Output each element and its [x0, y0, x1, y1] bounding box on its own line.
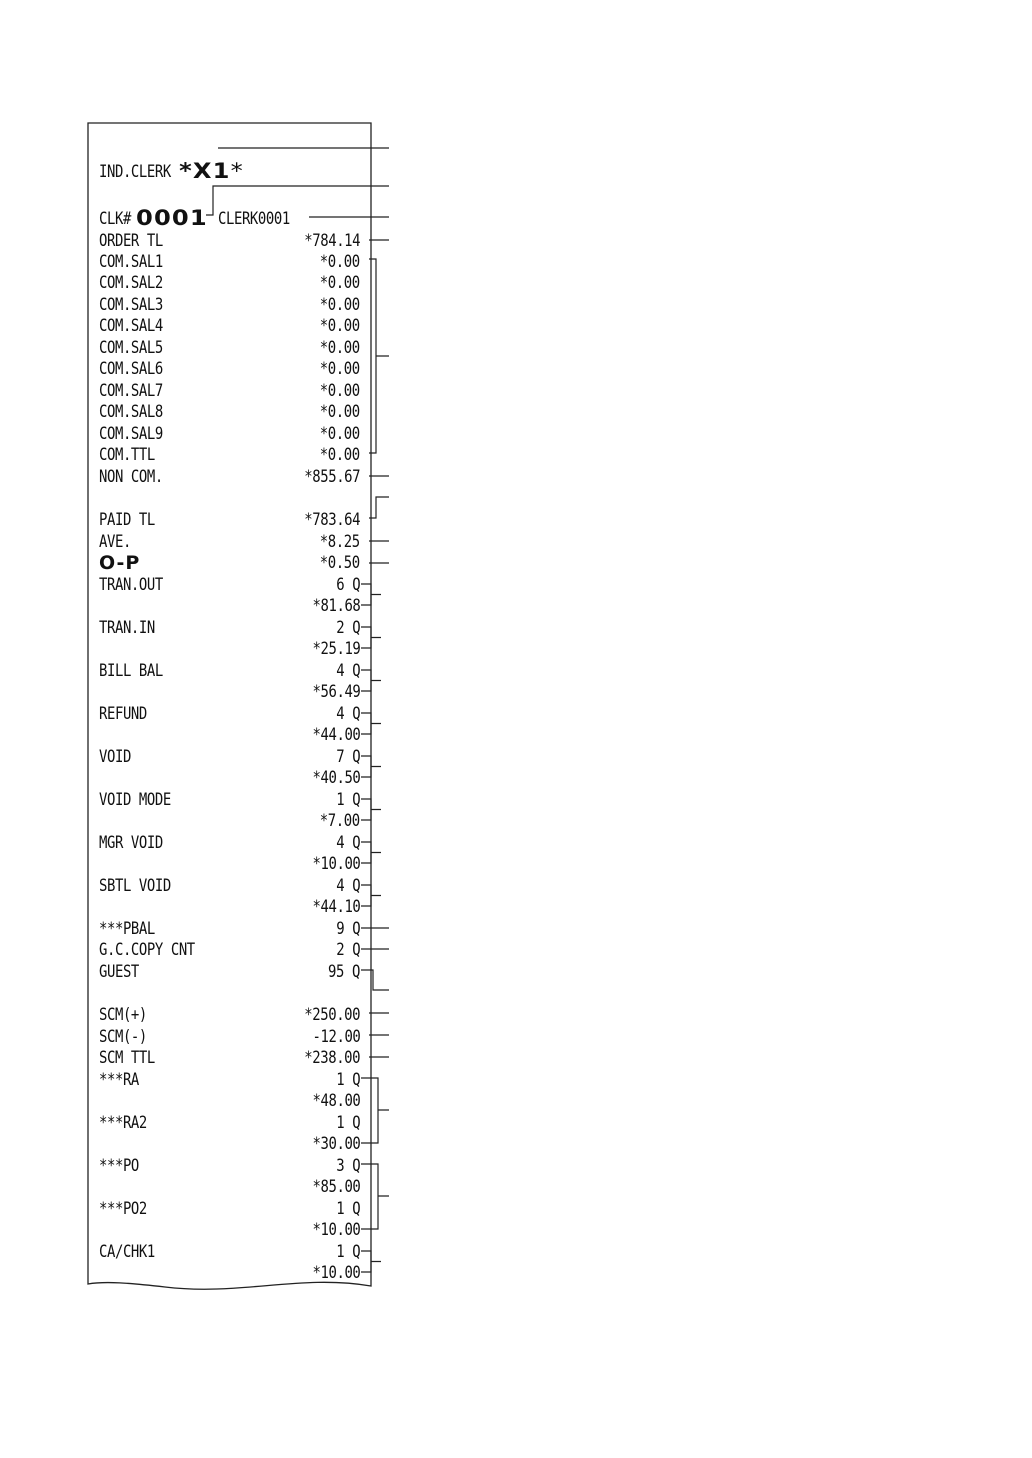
row-value: 4 Q [336, 704, 360, 724]
row-value: *10.00 [312, 1220, 360, 1240]
row-label: COM.SAL9 [99, 424, 163, 444]
row-value: *44.00 [312, 725, 360, 745]
row-value: *0.50 [320, 553, 360, 573]
row-label: COM.SAL2 [99, 273, 163, 293]
callout-paid-out [361, 1164, 389, 1229]
callout-cash-check [361, 1251, 381, 1272]
callout-refund [361, 713, 381, 734]
row-value: *0.00 [320, 273, 360, 293]
row-value: *250.00 [304, 1005, 360, 1025]
row-value: 4 Q [336, 876, 360, 896]
row-value: 4 Q [336, 833, 360, 853]
row-label: MGR VOID [99, 833, 163, 853]
row-value: *30.00 [312, 1134, 360, 1154]
row-value: *0.00 [320, 359, 360, 379]
row-label: CA/CHK1 [99, 1242, 155, 1262]
row-value: *44.10 [312, 897, 360, 917]
clerk-name: CLERK0001 [218, 209, 290, 229]
callout-void [361, 756, 381, 777]
row-value: *784.14 [304, 231, 360, 251]
row-label: SBTL VOID [99, 876, 171, 896]
row-value: 1 Q [336, 1070, 360, 1090]
clerk-code: 0001 [136, 206, 208, 230]
row-label: COM.SAL6 [99, 359, 163, 379]
row-value: *0.00 [320, 381, 360, 401]
row-value: *7.00 [320, 811, 360, 831]
row-value: *783.64 [304, 510, 360, 530]
row-value: *0.00 [320, 424, 360, 444]
row-label: ***RA [99, 1070, 139, 1090]
row-value: 1 Q [336, 1199, 360, 1219]
row-value: 1 Q [336, 1113, 360, 1133]
report-title: IND.CLERK [99, 162, 171, 182]
row-value: 9 Q [336, 919, 360, 939]
callout-sbtl-void [361, 885, 381, 906]
row-value: *85.00 [312, 1177, 360, 1197]
row-label: PAID TL [99, 510, 155, 530]
row-value: *0.00 [320, 252, 360, 272]
row-value: *0.00 [320, 445, 360, 465]
mode-star-right: * [230, 159, 244, 183]
row-label: BILL BAL [99, 661, 163, 681]
row-label: COM.SAL4 [99, 316, 163, 336]
row-label: NON COM. [99, 467, 163, 487]
row-value: 7 Q [336, 747, 360, 767]
row-label: O-P [99, 552, 141, 574]
row-value: 2 Q [336, 940, 360, 960]
row-value: 3 Q [336, 1156, 360, 1176]
row-value: *855.67 [304, 467, 360, 487]
row-label: TRAN.IN [99, 618, 155, 638]
row-label: ***PO2 [99, 1199, 147, 1219]
mode-label: X1 [192, 159, 231, 183]
row-value: 95 Q [328, 962, 360, 982]
row-label: COM.SAL8 [99, 402, 163, 422]
callout-tran-out [361, 584, 381, 605]
row-label: REFUND [99, 704, 147, 724]
row-label: COM.TTL [99, 445, 155, 465]
row-value: 2 Q [336, 618, 360, 638]
mode-symbol [160, 140, 244, 182]
callout-com-sales [369, 259, 389, 453]
row-value: *0.00 [320, 402, 360, 422]
row-label: COM.SAL3 [99, 295, 163, 315]
row-value: -12.00 [312, 1027, 360, 1047]
row-value: *10.00 [312, 1263, 360, 1283]
row-label: ***RA2 [99, 1113, 147, 1133]
row-value: *40.50 [312, 768, 360, 788]
row-value: 4 Q [336, 661, 360, 681]
row-value: 6 Q [336, 575, 360, 595]
row-label: GUEST [99, 962, 139, 982]
row-value: *81.68 [312, 596, 360, 616]
row-label: ***PBAL [99, 919, 155, 939]
row-label: TRAN.OUT [99, 575, 163, 595]
row-label: COM.SAL1 [99, 252, 163, 272]
row-label: VOID MODE [99, 790, 171, 810]
row-label: COM.SAL7 [99, 381, 163, 401]
row-value: *0.00 [320, 316, 360, 336]
callout-paid-total [369, 497, 389, 518]
row-label: ORDER TL [99, 231, 163, 251]
row-value: *56.49 [312, 682, 360, 702]
callout-tran-in [361, 627, 381, 648]
row-value: *25.19 [312, 639, 360, 659]
row-label: VOID [99, 747, 131, 767]
callout-lines [206, 148, 389, 1272]
row-label: SCM TTL [99, 1048, 155, 1068]
row-label: SCM(-) [99, 1027, 147, 1047]
row-value: *0.00 [320, 295, 360, 315]
row-value: *0.00 [320, 338, 360, 358]
callout-mgr-void [361, 842, 381, 863]
row-label: ***PO [99, 1156, 139, 1176]
row-value: *10.00 [312, 854, 360, 874]
callout-received-on-account [361, 1078, 389, 1143]
clerk-prefix: CLK# [99, 209, 131, 229]
row-value: *238.00 [304, 1048, 360, 1068]
row-value: *8.25 [320, 532, 360, 552]
callout-void-mode [361, 799, 381, 820]
row-value: 1 Q [336, 790, 360, 810]
row-label: G.C.COPY CNT [99, 940, 195, 960]
callout-guest [361, 970, 389, 990]
row-value: 1 Q [336, 1242, 360, 1262]
callout-bill-bal [361, 670, 381, 691]
mode-star-left: * [179, 159, 193, 183]
row-label: SCM(+) [99, 1005, 147, 1025]
row-value: *48.00 [312, 1091, 360, 1111]
row-label: COM.SAL5 [99, 338, 163, 358]
row-label: AVE. [99, 532, 131, 552]
